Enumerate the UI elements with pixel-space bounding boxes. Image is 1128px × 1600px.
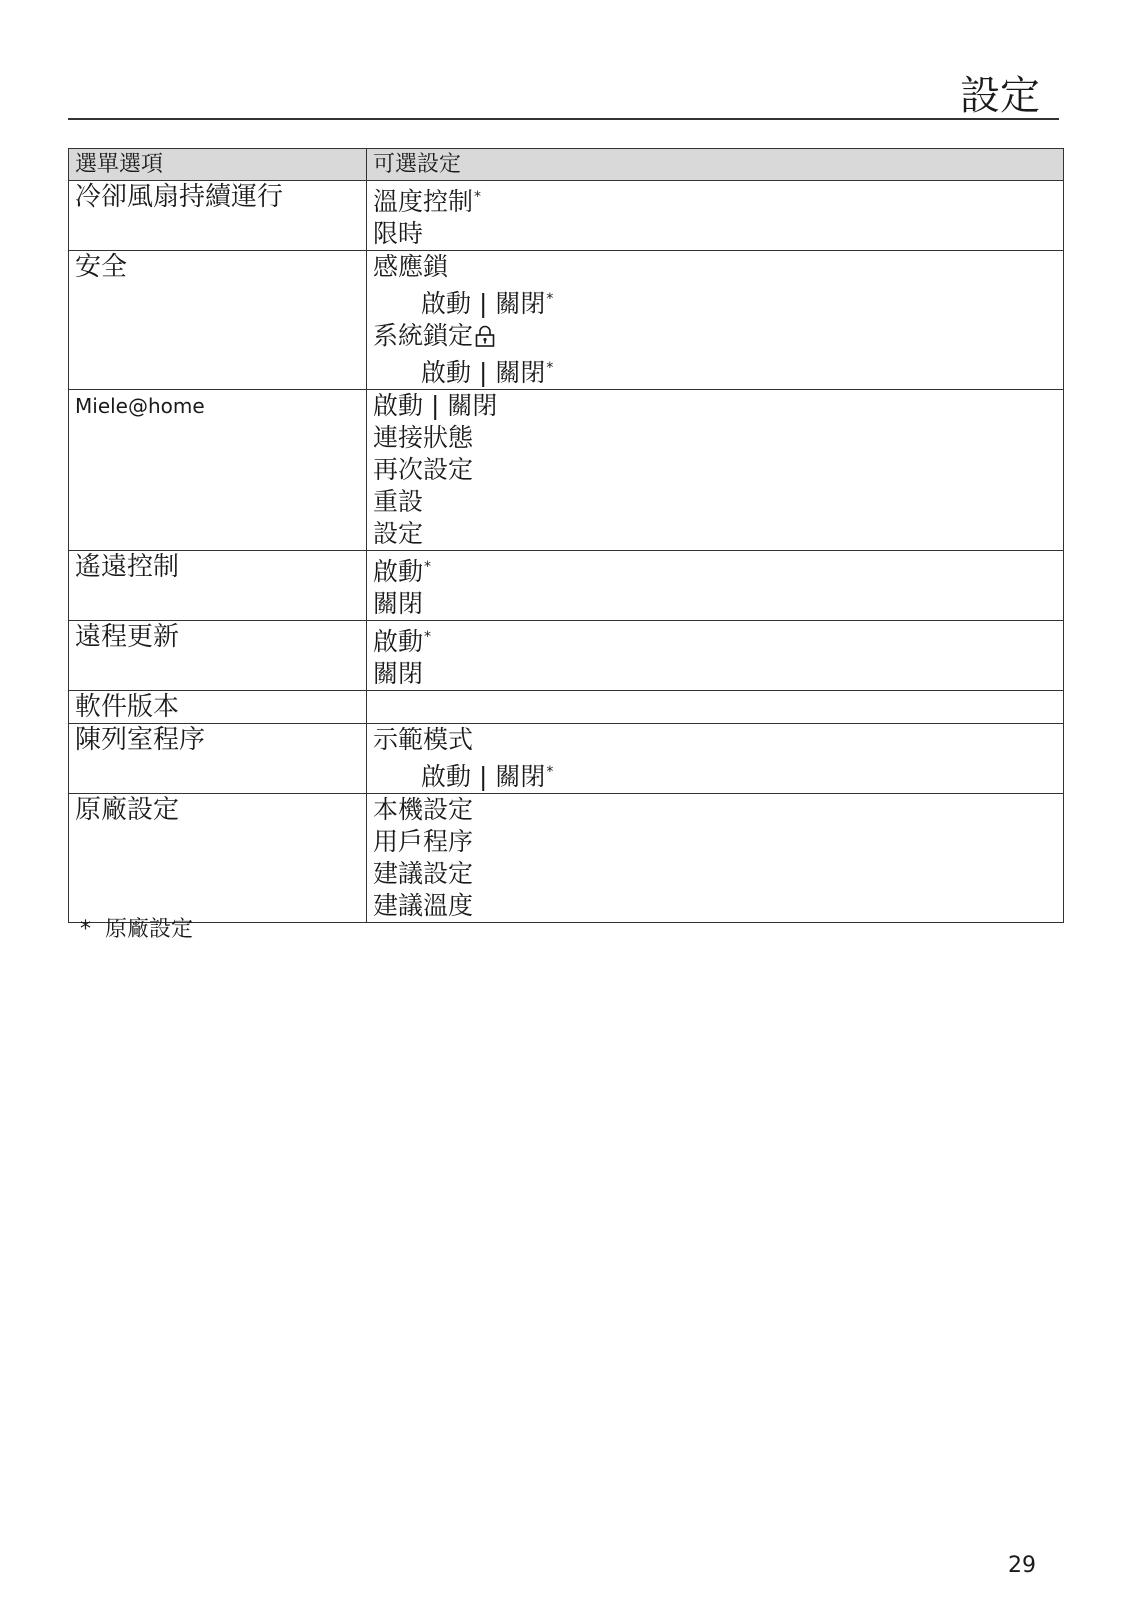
setting-text: 限時 [373, 219, 424, 248]
settings-cell [367, 551, 1064, 621]
setting-line [373, 794, 1063, 826]
setting-line [373, 518, 1063, 550]
setting-text: 啟動 | 關閉 [421, 289, 546, 318]
settings-cell [367, 390, 1064, 551]
setting-line [373, 390, 1063, 422]
setting-line [373, 352, 1063, 389]
table-row [69, 794, 1064, 923]
setting-line [373, 454, 1063, 486]
setting-text: 重設 [373, 487, 424, 516]
setting-line [373, 218, 1063, 250]
setting-line [373, 588, 1063, 620]
default-marker: * [424, 559, 432, 575]
settings-cell [367, 691, 1064, 724]
default-marker: * [546, 360, 554, 376]
setting-line [373, 724, 1063, 756]
settings-table [68, 148, 1064, 923]
menu-option: 陳列室程序 [69, 724, 367, 794]
settings-cell [367, 794, 1064, 923]
setting-line [373, 890, 1063, 922]
setting-line [373, 826, 1063, 858]
setting-text: 用戶程序 [373, 827, 474, 856]
setting-text: 設定 [373, 519, 424, 548]
table-row [69, 181, 1064, 251]
setting-line [373, 658, 1063, 690]
menu-option: 軟件版本 [69, 691, 367, 724]
table-row [69, 691, 1064, 724]
table-row [69, 390, 1064, 551]
setting-text: 啟動 | 關閉 [421, 358, 546, 387]
default-marker: * [546, 291, 554, 307]
menu-option: 遙遠控制 [69, 551, 367, 621]
setting-line [373, 320, 1063, 352]
menu-option: 遠程更新 [69, 621, 367, 691]
footnote-marker: * [80, 917, 91, 942]
settings-cell [367, 181, 1064, 251]
setting-text: 系統鎖定 [373, 321, 474, 350]
header-menu-option: 選單選項 [69, 149, 367, 181]
setting-text: 啟動 [373, 557, 424, 586]
header-available-settings: 可選設定 [367, 149, 1064, 181]
page-title: 設定 [960, 73, 1040, 119]
setting-text: 關閉 [373, 659, 424, 688]
setting-text: 建議溫度 [373, 891, 474, 920]
menu-option: Miele@home [69, 390, 367, 551]
default-marker: * [474, 189, 482, 205]
table-row [69, 551, 1064, 621]
settings-cell [367, 251, 1064, 390]
setting-text: 本機設定 [373, 795, 474, 824]
footnote [80, 912, 193, 943]
setting-line [373, 486, 1063, 518]
setting-text: 溫度控制 [373, 187, 474, 216]
menu-option: 安全 [69, 251, 367, 390]
setting-text: 啟動 | 關閉 [373, 391, 498, 420]
setting-line [373, 621, 1063, 658]
setting-text: 感應鎖 [373, 252, 449, 281]
default-marker: * [424, 629, 432, 645]
setting-text: 示範模式 [373, 725, 474, 754]
setting-text: 啟動 [373, 627, 424, 656]
settings-cell [367, 724, 1064, 794]
setting-text: 再次設定 [373, 455, 474, 484]
setting-line [373, 251, 1063, 283]
setting-line [373, 283, 1063, 320]
menu-option: 冷卻風扇持續運行 [69, 181, 367, 251]
footnote-text: 原廠設定 [105, 917, 194, 942]
setting-text: 關閉 [373, 589, 424, 618]
setting-line [373, 422, 1063, 454]
setting-line [373, 551, 1063, 588]
page-number: 29 [1008, 1553, 1036, 1578]
default-marker: * [546, 764, 554, 780]
settings-cell [367, 621, 1064, 691]
setting-line [373, 756, 1063, 793]
table-row [69, 724, 1064, 794]
title-divider [68, 118, 1059, 120]
setting-text: 啟動 | 關閉 [421, 762, 546, 791]
setting-line [373, 181, 1063, 218]
setting-line [373, 858, 1063, 890]
setting-text: 連接狀態 [373, 423, 474, 452]
setting-text: 建議設定 [373, 859, 474, 888]
table-header-row [69, 149, 1064, 181]
lock-icon [475, 323, 495, 345]
menu-option: 原廠設定 [69, 794, 367, 923]
table-row [69, 621, 1064, 691]
table-row [69, 251, 1064, 390]
